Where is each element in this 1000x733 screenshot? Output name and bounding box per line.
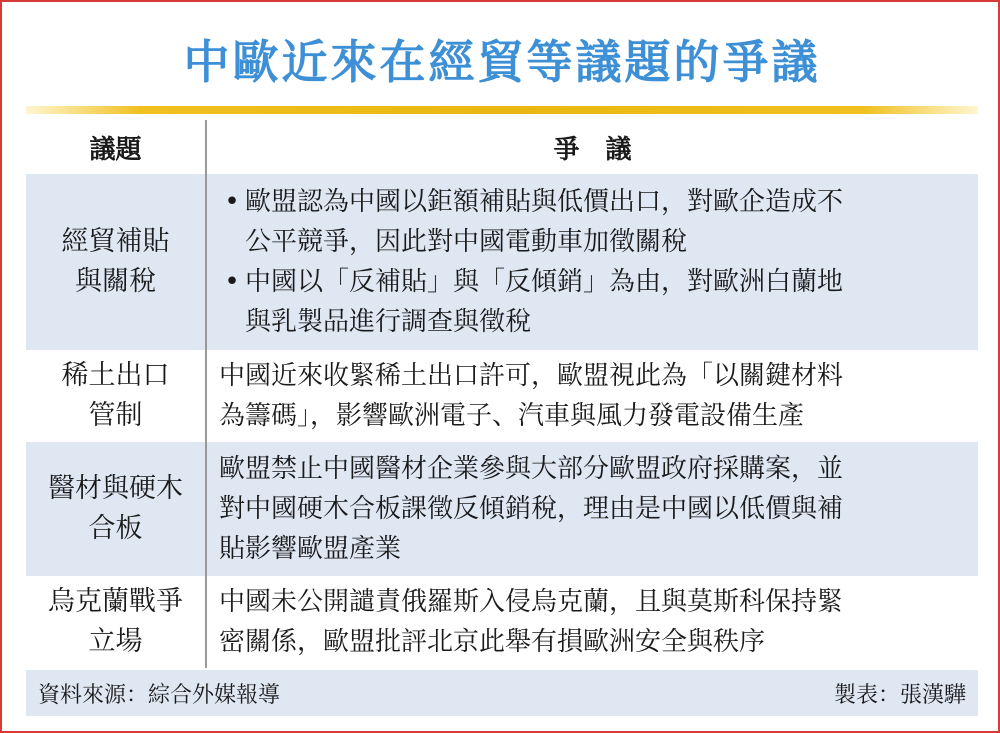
topic-cell: [26, 350, 206, 442]
table-row: [26, 442, 978, 576]
credit-note: 製表：張漢驊: [833, 683, 966, 708]
topic-line: 醫材與硬木: [48, 473, 183, 504]
table-row: [26, 576, 978, 668]
topic-line: 與關稅: [75, 266, 156, 297]
table-header: [26, 120, 978, 174]
topic-cell: [26, 576, 206, 668]
dispute-line: 貼影響歐盟產業: [219, 534, 402, 564]
source-note: 資料來源：綜合外媒報導: [38, 683, 281, 708]
page-title: 中歐近來在經貿等議題的爭議: [183, 35, 821, 89]
dispute-line: 密關係，歐盟批評北京此舉有損歐洲安全與秩序: [219, 627, 766, 657]
bullet-icon: •: [224, 187, 240, 217]
title-divider: [26, 106, 978, 114]
topic-line: 稀土出口: [61, 360, 170, 391]
dispute-line: 公平競爭，因此對中國電動車加徵關稅: [245, 227, 688, 257]
dispute-cell: [206, 350, 978, 442]
topic-cell: [26, 442, 206, 576]
dispute-line: 中國以「反補貼」與「反傾銷」為由，對歐洲白蘭地: [245, 267, 844, 297]
dispute-line: 對中國硬木合板課徵反傾銷稅，理由是中國以低價與補: [219, 494, 844, 524]
topic-line: 立場: [88, 626, 143, 657]
dispute-line: 中國近來收緊稀土出口許可，歐盟視此為「以關鍵材料: [219, 361, 844, 391]
table-row: [26, 174, 978, 350]
table-row: [26, 350, 978, 442]
dispute-line: 歐盟認為中國以鉅額補貼與低價出口，對歐企造成不: [245, 187, 844, 217]
bullet-item: [219, 182, 968, 262]
topic-line: 經貿補貼: [61, 226, 170, 257]
header-dispute: 爭 議: [206, 120, 978, 174]
dispute-cell: [206, 442, 978, 576]
topic-line: 烏克蘭戰爭: [48, 586, 183, 617]
dispute-line: 中國未公開譴責俄羅斯入侵烏克蘭，且與莫斯科保持緊: [219, 587, 844, 617]
header-topic: 議題: [26, 120, 206, 174]
bullet-item: [219, 262, 968, 342]
bullet-icon: •: [224, 267, 240, 297]
topic-line: 合板: [88, 513, 143, 544]
table-footer: [26, 670, 978, 716]
dispute-line: 歐盟禁止中國醫材企業參與大部分歐盟政府採購案，並: [219, 454, 844, 484]
dispute-table: [26, 120, 978, 668]
topic-line: 管制: [88, 400, 143, 431]
dispute-cell: [206, 174, 978, 350]
topic-cell: [26, 174, 206, 350]
dispute-line: 與乳製品進行調查與徵稅: [245, 307, 532, 337]
dispute-line: 為籌碼」，影響歐洲電子、汽車與風力發電設備生產: [219, 401, 805, 431]
dispute-cell: [206, 576, 978, 668]
